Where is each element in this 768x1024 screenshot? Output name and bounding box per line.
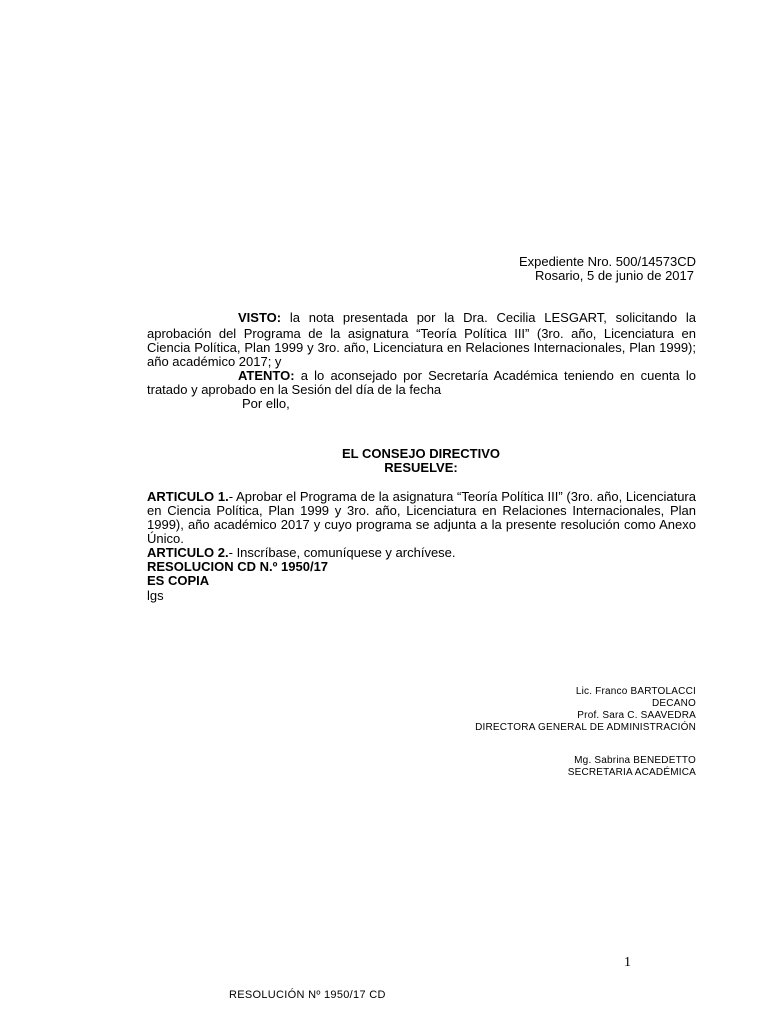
resolucion-number: RESOLUCION CD N.º 1950/17 xyxy=(147,559,329,574)
footer-resolution: RESOLUCIÓN Nº 1950/17 CD xyxy=(229,989,386,1001)
atento-line-2: tratado y aprobado en la Sesión del día de la fecha xyxy=(147,382,442,397)
por-ello: Por ello, xyxy=(242,396,290,411)
atento-label: ATENTO: xyxy=(238,368,295,383)
articulo2-label: ARTICULO 2. xyxy=(147,545,229,560)
visto-text-1: la nota presentada por la Dra. Cecilia LESGART, solicitando la xyxy=(281,310,696,325)
place-and-date: Rosario, 5 de junio de 2017 xyxy=(534,268,694,283)
resuelve-heading: RESUELVE: xyxy=(384,460,458,475)
articulo1-label: ARTICULO 1. xyxy=(147,489,229,504)
visto-line-3: Ciencia Política, Plan 1999 y 3ro. año, Licenciatura en Relaciones Internacionales, Plan 1999); xyxy=(147,340,696,355)
atento-line-1 xyxy=(238,369,696,383)
page-number: 1 xyxy=(624,955,631,970)
signer-title-academic: SECRETARIA ACADÉMICA xyxy=(567,767,696,778)
visto-line-1 xyxy=(238,311,696,325)
visto-label: VISTO: xyxy=(238,310,282,325)
initials: lgs xyxy=(147,588,164,603)
es-copia: ES COPIA xyxy=(147,573,210,588)
articulo1-line-1 xyxy=(147,490,696,504)
atento-text-1: a lo aconsejado por Secretaría Académica teniendo en cuenta lo xyxy=(294,368,696,383)
articulo1-line-2: en Ciencia Política, Plan 1999 y 3ro. año, Licenciatura en Relaciones Internacionales, Plan xyxy=(147,503,696,518)
articulo2-text: - Inscríbase, comuníquese y archívese. xyxy=(228,545,456,560)
articulo1-line-3: 1999), año académico 2017 y cuyo programa se adjunta a la presente resolución como Anexo xyxy=(147,517,696,532)
visto-line-2: aprobación del Programa de la asignatura “Teoría Política III” (3ro. año, Licenciatura en xyxy=(147,326,696,341)
articulo1-line-4: Único. xyxy=(147,531,184,546)
articulo2 xyxy=(147,546,456,560)
signer-title-dean: DECANO xyxy=(652,698,696,709)
articulo1-text-1: - Aprobar el Programa de la asignatura “Teoría Política III” (3ro. año, Licenciatura xyxy=(228,489,696,504)
signer-name-dean: Lic. Franco BARTOLACCI xyxy=(575,686,696,697)
consejo-title: EL CONSEJO DIRECTIVO xyxy=(342,446,500,461)
visto-line-4: año académico 2017; y xyxy=(147,354,282,369)
expediente-number: Expediente Nro. 500/14573CD xyxy=(518,254,696,269)
signer-title-admin: DIRECTORA GENERAL DE ADMINISTRACIÓN xyxy=(475,722,696,733)
signer-name-academic: Mg. Sabrina BENEDETTO xyxy=(574,755,696,766)
signer-name-admin: Prof. Sara C. SAAVEDRA xyxy=(577,710,696,721)
